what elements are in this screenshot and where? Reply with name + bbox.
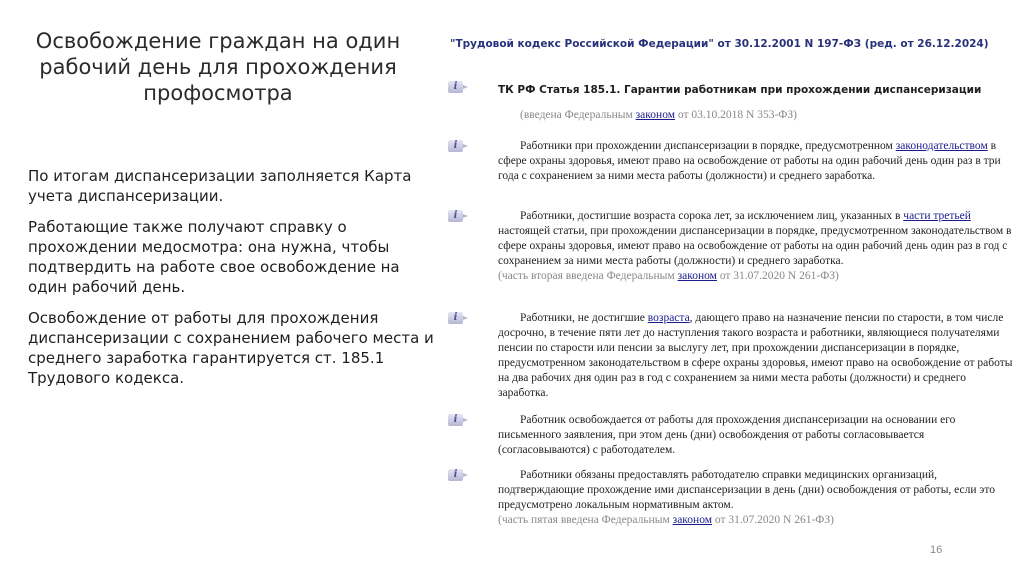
info-icon[interactable]: i	[448, 81, 463, 93]
body-paragraph: Работающие также получают справку о прохождении медосмотра: она нужна, чтобы подтвердить на работе свое освобождение на один рабочий день.	[28, 218, 400, 296]
title-line: рабочий день для прохождения	[39, 55, 397, 79]
article-intro-note: (введена Федеральным законом от 03.10.2018 N 353-ФЗ)	[520, 109, 797, 121]
slide-body	[28, 166, 436, 399]
legislation-link[interactable]: законодательством	[895, 140, 988, 152]
law-link[interactable]: законом	[672, 514, 713, 526]
title-line: профосмотра	[143, 81, 293, 105]
amendment-note: (часть вторая введена Федеральным законом от 31.07.2020 N 261-ФЗ)	[498, 270, 839, 282]
law-link[interactable]: законом	[677, 270, 717, 282]
article-paragraph-2: Работники, достигшие возраста сорока лет, за исключением лиц, указанных в части третьей настоящей статьи, при прохождении диспансеризации в порядке, предусмотренном законодательством в сфере охраны здоровья, имеют право на освобождение от работы на один рабочий день один раз в год с сохранением за ними места работы (должности) и среднего заработка. (часть вторая введена Федеральным законом от 31.07.2020 N 261-ФЗ)	[498, 210, 1012, 282]
info-icon[interactable]: i	[448, 414, 463, 426]
info-icon[interactable]: i	[448, 140, 463, 152]
article-title: ТК РФ Статья 185.1. Гарантии работникам при прохождении диспансеризации	[498, 84, 982, 96]
law-link[interactable]: законом	[635, 109, 676, 121]
document-header: "Трудовой кодекс Российской Федерации" от 30.12.2001 N 197-ФЗ (ред. от 26.12.2024)	[450, 38, 989, 50]
article-paragraph-1: Работники при прохождении диспансеризации в порядке, предусмотренном законодательством в сфере охраны здоровья, имеют право на освобождение от работы на один рабочий день один раз в три года с сохранением за ними места работы (должности) и среднего заработка.	[498, 140, 1001, 182]
body-paragraph: Освобождение от работы для прохождения диспансеризации с сохранением рабочего места и среднего заработка гарантируется ст. 185.1 Трудового кодекса.	[28, 309, 434, 387]
info-icon[interactable]: i	[448, 210, 463, 222]
article-paragraph-4: Работник освобождается от работы для прохождения диспансеризации на основании его письменного заявления, при этом день (дни) освобождения от работы согласовывается (согласовываются) с работодателем.	[498, 414, 956, 456]
slide-title	[18, 28, 418, 106]
article-paragraph-5: Работники обязаны предоставлять работодателю справки медицинских организаций, подтверждающие прохождение ими диспансеризации в день (дни) освобождения от работы, если это предусмотрено локальным нормативным актом. (часть пятая введена Федеральным законом от 31.07.2020 N 261-ФЗ)	[498, 469, 995, 526]
part-three-link[interactable]: части третьей	[903, 210, 971, 222]
law-document-excerpt	[440, 32, 1020, 552]
age-link[interactable]: возраста	[647, 312, 690, 324]
page-number: 16	[930, 544, 943, 556]
info-icon[interactable]: i	[448, 469, 463, 481]
article-paragraph-3: Работники, не достигшие возраста, дающего право на назначение пенсии по старости, в том числе досрочно, в течение пяти лет до наступления такого возраста и работники, являющиеся получателями пенсии по старости или пенсии за выслугу лет, при прохождении диспансеризации в порядке, предусмотренном законодательством в сфере охраны здоровья, имеют право на освобождение от работы на два рабочих дня один раз в год с сохранением за ними места работы (должности) и среднего заработка.	[498, 312, 1013, 399]
info-icon[interactable]: i	[448, 312, 463, 324]
title-line: Освобождение граждан на один	[35, 29, 401, 53]
amendment-note: (часть пятая введена Федеральным законом от 31.07.2020 N 261-ФЗ)	[498, 514, 834, 526]
body-paragraph: По итогам диспансеризации заполняется Карта учета диспансеризации.	[28, 167, 412, 205]
